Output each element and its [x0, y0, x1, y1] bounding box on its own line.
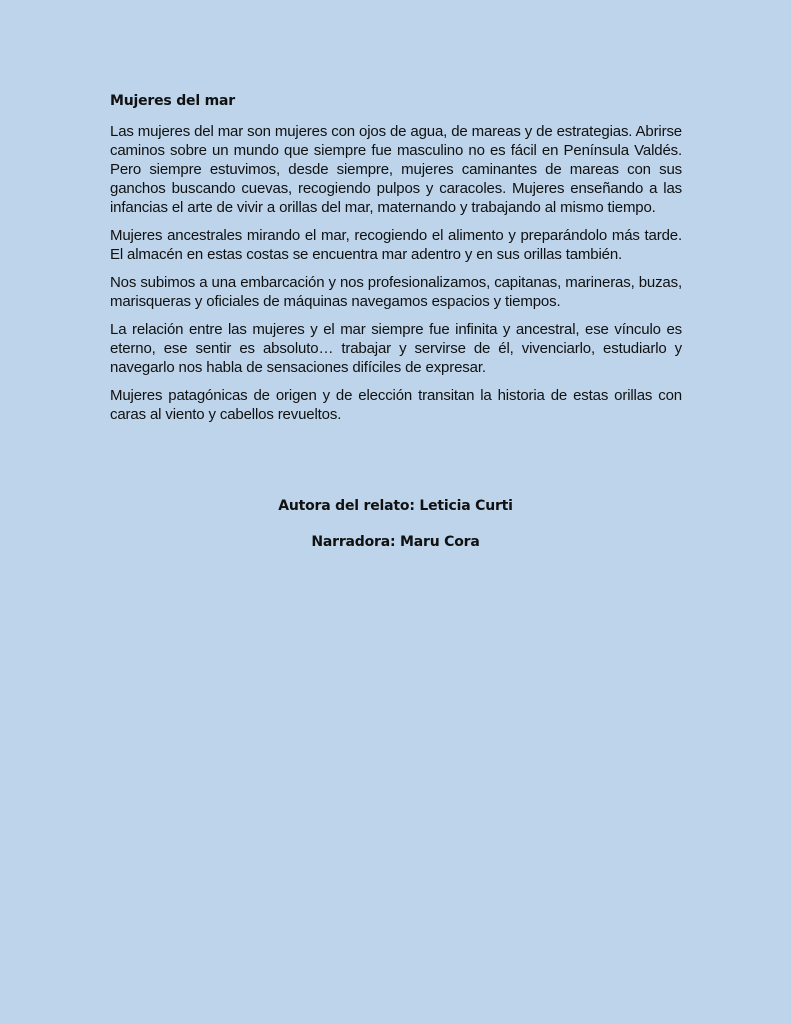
- document-body: [110, 93, 682, 433]
- paragraph-2: Mujeres ancestrales mirando el mar, recogiendo el alimento y preparándolo más tarde. El almacén en estas costas se encuentra mar adentro y en sus orillas también.: [110, 227, 682, 263]
- paragraph-5: Mujeres patagónicas de origen y de elección transitan la historia de estas orillas con caras al viento y cabellos revueltos.: [110, 387, 682, 423]
- paragraph-4: La relación entre las mujeres y el mar siempre fue infinita y ancestral, ese vínculo es eterno, ese sentir es absoluto… trabajar y servirse de él, vivenciarlo, estudiarlo y navegarlo nos habla de sensaciones difíciles de expresar.: [110, 321, 682, 376]
- narrator-credit: Narradora: Maru Cora: [311, 534, 480, 550]
- paragraph-1: Las mujeres del mar son mujeres con ojos de agua, de mareas y de estrategias. Abrirse caminos sobre un mundo que siempre fue masculino no es fácil en Península Valdés. Pero siempre estuvimos, desde siempre, mujeres caminantes de mareas con sus ganchos buscando cuevas, recogiendo pulpos y caracoles. Mujeres enseñando a las infancias el arte de vivir a orillas del mar, maternando y trabajando al mismo tiempo.: [110, 123, 682, 216]
- author-credit: Autora del relato: Leticia Curti: [278, 498, 513, 514]
- paragraph-3: Nos subimos a una embarcación y nos profesionalizamos, capitanas, marineras, buzas, marisqueras y oficiales de máquinas navegamos espacios y tiempos.: [110, 274, 682, 310]
- document-title: Mujeres del mar: [110, 93, 235, 109]
